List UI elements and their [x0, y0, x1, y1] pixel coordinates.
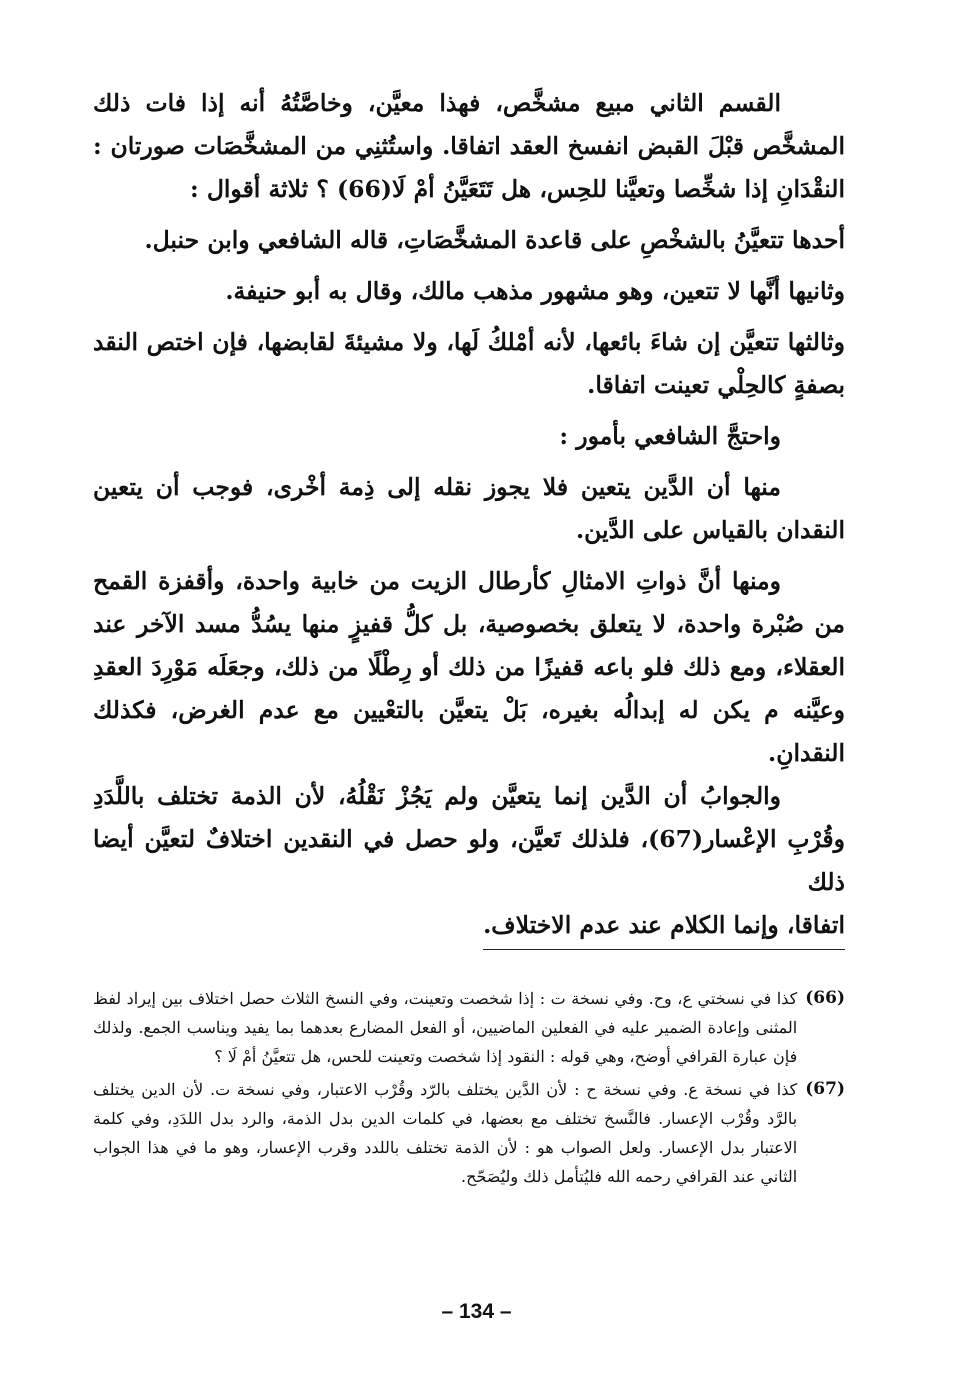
underlined-last-line: اتفاقا، وإنما الكلام عند عدم الاختلاف. [483, 904, 845, 950]
paragraph-1: القسم الثاني مبيع مشخَّص، فهذا معيَّن، وخاصَّتُهُ أنه إذا فات ذلك المشخَّص قبْلَ القبض انفسخ العقد اتفاقا. واستُثنِي من المشخَّصَات صورتان : النقْدَانِ إذا شخِّصا وتعيَّنا للحِس، هل تَتَعَيَّنُ أمْ لَا(66) ؟ ثلاثة أقوال : [93, 89, 845, 203]
main-text [93, 82, 845, 950]
page-number: – 134 – [441, 1300, 512, 1323]
paragraph-6: منها أن الدَّين يتعين فلا يجوز نقله إلى ذِمة أخْرى، فوجب أن يتعين النقدان بالقياس على الدَّين. [93, 473, 845, 544]
footnote-text: كذا في نسخة ع. وفي نسخة ح : لأن الدَّين يختلف بالرّد وقُرْب الاعتبار، وفي نسخة ت. لأن الدين يختلف بالرَّد وقُرْب الإعسار. فالنَّسخ تختلف مع بعضها، في كلمات الدين بدل الذمة، والرد بدل اللدَدِ، وفي كلمة الاعتبار بدل الإعسار. ولعل الصواب هو : لأن الذمة تختلف باللدد وقرب الإعسار، وهو ما في هذا الجواب الثاني عند القرافي رحمه الله فليُتأمل ذلك وليُصَحّح. [93, 1080, 798, 1186]
footnotes [93, 984, 845, 1195]
paragraph-4: وثالثها تتعيَّن إن شاءَ بائعها، لأنه أمْلكُ لَها، ولا مشيئةَ لقابضها، فإن اختص النقد بصفةٍ كالحِلْي تعينت اتفاقا. [93, 328, 845, 399]
paragraph-5: واحتجَّ الشافعي بأمور : [559, 422, 781, 450]
footnote-66 [93, 984, 845, 1071]
footnote-text: كذا في نسختي ع، وح. وفي نسخة ت : إذا شخصت وتعينت، وفي النسخ الثلاث حصل اختلاف بين إيراد لفظ المثنى وإعادة الضمير عليه في الفعلين الماضيين، أو الفعل المضارع بعدهما بما يفيد ويناسب الجمع. ولذلك فإن عبارة القرافي أوضح، وهي قوله : النقود إذا شخصت وتعينت للحس، هل تتعيَّنُ أمْ لَا ؟ [93, 989, 798, 1066]
paragraph-3: وثانيها أنَّها لا تتعين، وهو مشهور مذهب مالك، وقال به أبو حنيفة. [225, 277, 845, 305]
footnote-number: (66) [805, 988, 845, 1008]
footnote-number: (67) [805, 1079, 845, 1099]
paragraph-8: والجوابُ أن الدَّين إنما يتعيَّن ولم يَجُزْ نَقْلُهُ، لأن الذمة تختلف باللَّدَدِ وقُرْبِ الإعْسار(67)، فلذلك تَعيَّن، ولو حصل في النقدين اختلافٌ لتعيَّن أيضا ذلك [93, 782, 845, 896]
footnote-67 [93, 1075, 845, 1191]
paragraph-7: ومنها أنَّ ذواتِ الامثالِ كأرطال الزيت من خابية واحدة، وأقفزة القمح من صُبْرة واحدة، لا يتعلق بخصوصية، بل كلُّ قفيزٍ منها يسُدُّ مسد الآخر عند العقلاء، ومع ذلك فلو باعه قفيزًا من ذلك أو رِطْلًا من ذلك، وجعَلَه مَوْرِدَ العقدِ وعيَّنه م يكن له إبدالُه بغيره، بَلْ يتعيَّن بالتعْيين مع عدم الغرض، فكذلك النقدانِ. [93, 567, 845, 767]
paragraph-2: أحدها تتعيَّنُ بالشخْصِ على قاعدة المشخَّصَاتِ، قاله الشافعي وابن حنبل. [144, 226, 845, 254]
paragraph-8-last-line [93, 904, 845, 950]
